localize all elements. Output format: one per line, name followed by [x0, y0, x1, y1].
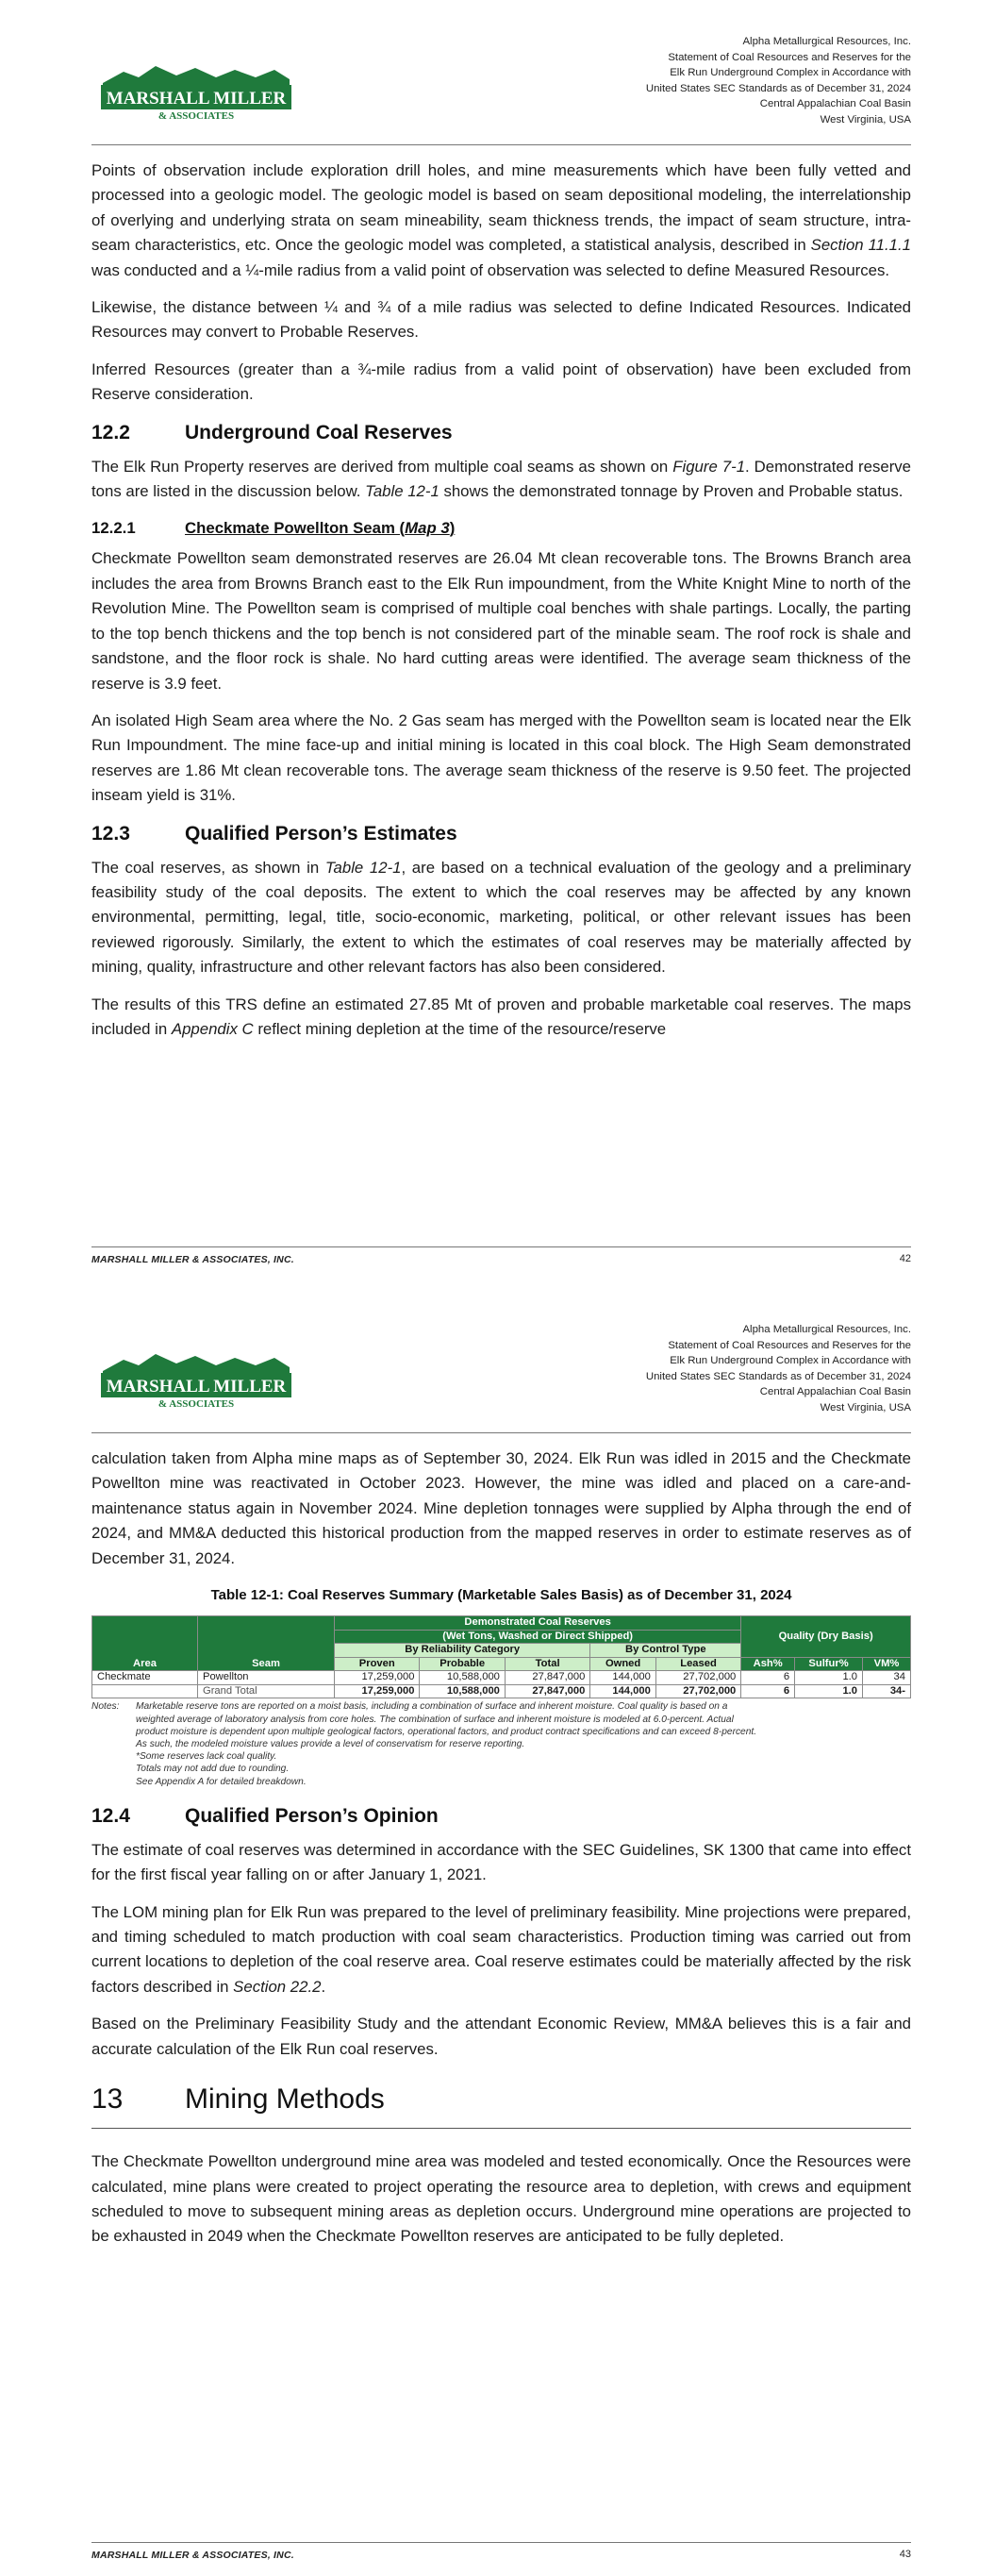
header-line: West Virginia, USA — [820, 113, 911, 125]
table-cell: 144,000 — [590, 1671, 655, 1685]
page-number: 42 — [899, 1253, 911, 1264]
page-header — [91, 28, 911, 142]
note-line: *Some reserves lack coal quality. — [136, 1751, 277, 1763]
table-cell: 1.0 — [795, 1671, 863, 1685]
column-header-sulfur: Sulfur% — [795, 1657, 863, 1671]
paragraph: The estimate of coal reserves was determined in accordance with the SEC Guidelines, SK 1300 that came into effect for the first fiscal year falling on or after January 1, 2021. — [91, 1840, 911, 1884]
coal-reserves-table — [91, 1615, 911, 1698]
paragraph: Checkmate Powellton seam demonstrated reserves are 26.04 Mt clean recoverable tons. The Browns Branch area includes the area from Browns Branch east to the Elk Run impoundment, from the White Knight Mine to north of the Revolution Mine. The Powellton seam is comprised of multiple coal benches with shale partings. Locally, the parting to the top bench thickens and the top bench is not considered part of the minable seam. The roof rock is shale and sandstone, and the floor rock is shale. No hard cutting areas were identified. The average seam thickness of the reserve is 3.9 feet. — [91, 549, 911, 693]
note-line: As such, the modeled moisture values provide a level of conservatism for reserve reporting. — [136, 1739, 525, 1750]
section-heading-12-2 — [91, 420, 911, 446]
page-number: 43 — [899, 2549, 911, 2560]
text-run: . — [321, 1977, 326, 1996]
section-title: Mining Methods — [185, 2083, 385, 2116]
text-run: reflect mining depletion at the time of the resource/reserve — [253, 1019, 667, 1038]
table-total-row — [92, 1684, 911, 1698]
header-line: Alpha Metallurgical Resources, Inc. — [742, 36, 911, 47]
column-header-proven: Proven — [335, 1657, 420, 1671]
header-divider — [91, 1432, 911, 1433]
group-header-demonstrated: Demonstrated Coal Reserves — [335, 1616, 741, 1631]
paragraph: The Checkmate Powellton underground mine area was modeled and tested economically. Once the Resources were calculated, mine plans were created to project operating the resource area to depletion, with crews and equipment scheduled to move to subsequent mining areas as depletion occurs. Underground mine operations are projected to be exhausted in 2049 when the Checkmate Powellton reserves are anticipated to be fully depleted. — [91, 2152, 911, 2246]
group-header-reliability: By Reliability Category — [335, 1644, 590, 1658]
logo-wordmark: MARSHALL MILLER — [106, 89, 287, 109]
section-heading-12-4 — [91, 1803, 911, 1830]
section-reference: Section 11.1.1 — [810, 236, 911, 255]
logo-subtitle: & ASSOCIATES — [158, 1398, 235, 1410]
header-title-block — [646, 1322, 911, 1416]
text-run: ) — [449, 519, 456, 538]
table-reference: Table 12-1 — [324, 858, 402, 877]
logo-subtitle: & ASSOCIATES — [158, 110, 235, 122]
table-cell: Grand Total — [198, 1684, 335, 1698]
table-reference: Table 12-1 — [365, 482, 439, 501]
paragraph — [91, 159, 911, 283]
group-subheader: (Wet Tons, Washed or Direct Shipped) — [335, 1630, 741, 1644]
column-header-area: Area — [92, 1616, 198, 1671]
chapter-heading-13 — [91, 2081, 911, 2129]
page-body — [91, 159, 911, 1042]
table-cell: 6 — [741, 1684, 795, 1698]
figure-reference: Figure 7-1 — [672, 457, 746, 476]
table-cell: 27,847,000 — [505, 1671, 589, 1685]
table-cell: 27,847,000 — [505, 1684, 589, 1698]
section-number: 12.3 — [91, 822, 130, 845]
section-title — [185, 516, 455, 541]
table-cell — [92, 1684, 198, 1698]
header-line: Central Appalachian Coal Basin — [759, 98, 911, 110]
header-divider — [91, 144, 911, 145]
text-run: Points of observation include exploration drill holes, and mine measurements which have been fully vetted and processed into a geologic model. The geologic model is based on seam depositional modeling, the interrelationship of overlying and underlying strata on seam mineability, seam thickness trends, the impact of seam structure, intra-seam characteristics, etc. Once the geologic model was completed, a statistical analysis, described in — [91, 161, 911, 255]
header-line: United States SEC Standards as of December 31, 2024 — [645, 82, 911, 94]
header-line: Elk Run Underground Complex in Accordance with — [670, 1355, 911, 1367]
header-title-block — [646, 34, 911, 128]
text-run: , are based on a technical evaluation of the geology and a preliminary feasibility study of the coal deposits. The extent to which the coal reserves may be affected by any known environmental, permitting, legal, title, socio-economic, marketing, political, or other relevant issues has been reviewed rigorously. Similarly, the extent to which the estimates of coal reserves may be materially affected by mining, quality, infrastructure and other relevant factors has also been considered. — [91, 858, 912, 977]
table-cell: Checkmate — [92, 1671, 198, 1685]
table-cell: 34 — [863, 1671, 911, 1685]
section-title: Qualified Person’s Estimates — [185, 822, 457, 845]
table-cell: 1.0 — [795, 1684, 863, 1698]
table-cell: 144,000 — [590, 1684, 655, 1698]
section-number: 12.2.1 — [91, 519, 136, 538]
paragraph: Likewise, the distance between ¼ and ¾ of a mile radius was selected to define Indicated Resources. Indicated Resources may convert to Probable Reserves. — [91, 298, 911, 342]
paragraph — [91, 1900, 911, 2000]
table-cell: 10,588,000 — [420, 1671, 505, 1685]
table-row — [92, 1671, 911, 1685]
column-header-ash: Ash% — [741, 1657, 795, 1671]
text-run: was conducted and a ¼-mile radius from a valid point of observation was selected to define Measured Resources. — [91, 260, 890, 279]
note-line: weighted average of laboratory analysis from core holes. The combination of surface and inherent moisture is modeled at 6.0-percent. Actual — [136, 1714, 734, 1725]
footer-divider — [91, 2542, 911, 2543]
section-reference: Section 22.2 — [233, 1977, 322, 1996]
group-header-control: By Control Type — [590, 1644, 741, 1658]
column-header-total: Total — [505, 1657, 589, 1671]
company-logo — [97, 1347, 295, 1411]
column-header-leased: Leased — [655, 1657, 740, 1671]
text-run: . Demonstrated reserve tons are listed in the discussion below. — [91, 457, 912, 501]
note-line: See Appendix A for detailed breakdown. — [136, 1776, 307, 1787]
header-line: Statement of Coal Resources and Reserves for the — [668, 51, 911, 63]
header-line: Central Appalachian Coal Basin — [759, 1386, 911, 1398]
paragraph: Based on the Preliminary Feasibility Study and the attendant Economic Review, MM&A believes this is a fair and accurate calculation of the Elk Run coal reserves. — [91, 2015, 911, 2058]
table-cell: 17,259,000 — [335, 1671, 420, 1685]
report-page-43 — [0, 1288, 995, 2576]
table-cell: 27,702,000 — [655, 1671, 740, 1685]
note-line: Totals may not add due to rounding. — [136, 1764, 290, 1775]
column-header-vm: VM% — [863, 1657, 911, 1671]
table-cell: Powellton — [198, 1671, 335, 1685]
table-cell: 6 — [741, 1671, 795, 1685]
note-line: Marketable reserve tons are reported on a moist basis, including a combination of surface and inherent moisture. Coal quality is based on a — [136, 1701, 728, 1713]
notes-label: Notes: — [91, 1701, 120, 1713]
column-header-probable: Probable — [420, 1657, 505, 1671]
header-line: Alpha Metallurgical Resources, Inc. — [742, 1324, 911, 1335]
text-run: shows the demonstrated tonnage by Proven and Probable status. — [439, 482, 904, 501]
section-heading-12-3 — [91, 821, 911, 847]
column-header-owned: Owned — [590, 1657, 655, 1671]
text-run: The results of this TRS define an estimated 27.85 Mt of proven and probable marketable coal reserves. The maps included in — [91, 995, 911, 1038]
table-cell: 34- — [863, 1684, 911, 1698]
paragraph — [91, 856, 911, 980]
logo-wordmark: MARSHALL MILLER — [106, 1377, 287, 1397]
section-number: 13 — [91, 2083, 124, 2116]
group-header-quality: Quality (Dry Basis) — [741, 1616, 911, 1658]
paragraph: An isolated High Seam area where the No. 2 Gas seam has merged with the Powellton seam is located near the Elk Run Impoundment. The mine face-up and initial mining is located in this coal block. The High Seam demonstrated reserves are 1.86 Mt clean recoverable tons. The average seam thickness of the reserve is 9.50 feet. The projected inseam yield is 31%. — [91, 711, 911, 805]
page-body — [91, 1447, 911, 2250]
footer-company: MARSHALL MILLER & ASSOCIATES, INC. — [91, 1254, 294, 1265]
paragraph: calculation taken from Alpha mine maps as of September 30, 2024. Elk Run was idled in 2015 and the Checkmate Powellton mine was reactivated in October 2023. However, the mine was idled and placed on a care-and-maintenance status again in November 2024. Mine depletion tonnages were supplied by Alpha through the end of 2024, and MM&A deducted this historical production from the mapped reserves in order to estimate reserves as of December 31, 2024. — [91, 1449, 911, 1567]
table-cell: 10,588,000 — [420, 1684, 505, 1698]
section-title: Qualified Person’s Opinion — [185, 1804, 439, 1827]
text-run: The LOM mining plan for Elk Run was prepared to the level of preliminary feasibility. Mine projections were prepared, and timing scheduled to match production with coal seam characteristics. Production timing was carried out from current locations to depletion of the coal reserve area. Coal reserve estimates could be materially affected by the risk factors described in — [91, 1902, 911, 1996]
header-line: United States SEC Standards as of December 31, 2024 — [645, 1370, 911, 1382]
table-cell: 27,702,000 — [655, 1684, 740, 1698]
header-line: Elk Run Underground Complex in Accordance with — [670, 67, 911, 79]
column-header-seam: Seam — [198, 1616, 335, 1671]
table-caption: Table 12-1: Coal Reserves Summary (Marketable Sales Basis) as of December 31, 2024 — [210, 1587, 792, 1604]
appendix-reference: Appendix C — [171, 1019, 254, 1038]
header-line: Statement of Coal Resources and Reserves for the — [668, 1339, 911, 1351]
text-run: The coal reserves, as shown in — [91, 858, 325, 877]
map-reference: Map 3 — [405, 519, 450, 538]
table-notes — [91, 1700, 911, 1787]
footer-divider — [91, 1246, 911, 1247]
paragraph — [91, 455, 911, 505]
footer-company: MARSHALL MILLER & ASSOCIATES, INC. — [91, 2550, 294, 2561]
note-line: product moisture is dependent upon multiple geological factors, operational factors, and product contract specifications and can exceed 8-percent. — [136, 1726, 757, 1737]
header-line: West Virginia, USA — [820, 1401, 911, 1413]
section-number: 12.4 — [91, 1804, 130, 1827]
section-number: 12.2 — [91, 421, 130, 443]
paragraph — [91, 993, 911, 1043]
table-cell: 17,259,000 — [335, 1684, 420, 1698]
subsection-heading-12-2-1 — [91, 516, 911, 541]
paragraph: Inferred Resources (greater than a ¾-mile radius from a valid point of observation) have been excluded from Reserve consideration. — [91, 360, 911, 404]
section-title: Underground Coal Reserves — [185, 421, 453, 443]
page-header — [91, 1316, 911, 1430]
text-run: Checkmate Powellton Seam ( — [185, 519, 406, 538]
text-run: The Elk Run Property reserves are derived from multiple coal seams as shown on — [91, 457, 673, 476]
company-logo — [97, 59, 295, 123]
